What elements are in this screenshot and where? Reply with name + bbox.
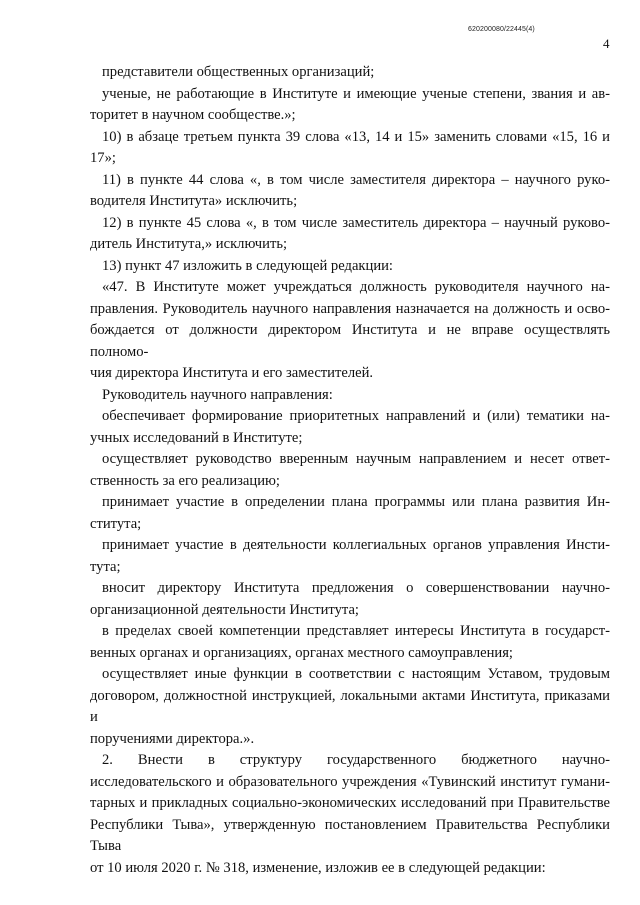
text-line: ственность за его реализацию;	[90, 472, 280, 489]
text-line: учных исследований в Институте;	[90, 429, 303, 446]
text-line: Республики Тыва», утвержденную постановлением Правительства Республики Тыва	[90, 816, 610, 854]
text-line: венных органах и организациях, органах местного самоуправления;	[90, 644, 513, 661]
text-line: принимает участие в определении плана программы или плана развития Ин-	[102, 494, 610, 510]
text-line: обеспечивает формирование приоритетных направлений и (или) тематики на-	[102, 408, 610, 424]
text-line: дитель Института,» исключить;	[90, 236, 288, 252]
text-line: 17»;	[90, 150, 116, 166]
text-line: тута;	[90, 558, 121, 575]
text-line: 13) пункт 47 изложить в следующей редакции:	[102, 257, 393, 274]
text-line: договором, должностной инструкцией, локальными актами Института, приказами и	[90, 687, 610, 725]
text-line: осуществляет иные функции в соответствии с настоящим Уставом, трудовым	[102, 666, 610, 682]
text-line: организационной деятельности Института;	[90, 601, 359, 618]
text-line: чия директора Института и его заместителей.	[90, 365, 374, 381]
text-line: 12) в пункте 45 слова «, в том числе заместитель директора – научный руково-	[102, 214, 610, 231]
text-line: 10) в абзаце третьем пункта 39 слова «13, 14 и 15» заменить словами «15, 16 и	[102, 128, 610, 145]
text-line: вносит директору Института предложения о совершенствовании научно-	[102, 580, 610, 596]
text-line: в пределах своей компетенции представляет интересы Института в государст-	[102, 623, 610, 639]
document-body	[90, 62, 610, 879]
text-line: представители общественных организаций;	[102, 64, 375, 80]
text-line: 2. Внести в структуру государственного бюджетного научно-	[102, 752, 610, 768]
text-line: 11) в пункте 44 слова «, в том числе заместителя директора – научного руко-	[102, 171, 610, 188]
text-line: ститута;	[90, 515, 142, 532]
text-line: принимает участие в деятельности коллегиальных органов управления Инсти-	[102, 537, 610, 553]
text-line: торитет в научном сообществе.»;	[90, 107, 296, 123]
page-number: 4	[603, 36, 610, 51]
text-line: водителя Института» исключить;	[90, 193, 298, 209]
text-line: ученые, не работающие в Институте и имеющие ученые степени, звания и ав-	[102, 85, 610, 102]
text-line: бождается от должности директором Института и не вправе осуществлять полномо-	[90, 322, 610, 360]
text-line: правления. Руководитель научного направления назначается на должность и осво-	[90, 300, 610, 317]
text-line: поручениями директора.».	[90, 730, 255, 747]
document-code: 620200080/22445(4)	[468, 26, 535, 33]
text-line: осуществляет руководство вверенным научным направлением и несет ответ-	[102, 451, 610, 467]
text-line: исследовательского и образовательного учреждения «Тувинский институт гумани-	[90, 773, 610, 790]
text-line: «47. В Институте может учреждаться должность руководителя научного на-	[102, 279, 610, 295]
text-line: тарных и прикладных социально-экономических исследований при Правительстве	[90, 795, 610, 811]
text-line: от 10 июля 2020 г. № 318, изменение, изложив ее в следующей редакции:	[90, 859, 546, 876]
text-line: Руководитель научного направления:	[102, 386, 333, 403]
